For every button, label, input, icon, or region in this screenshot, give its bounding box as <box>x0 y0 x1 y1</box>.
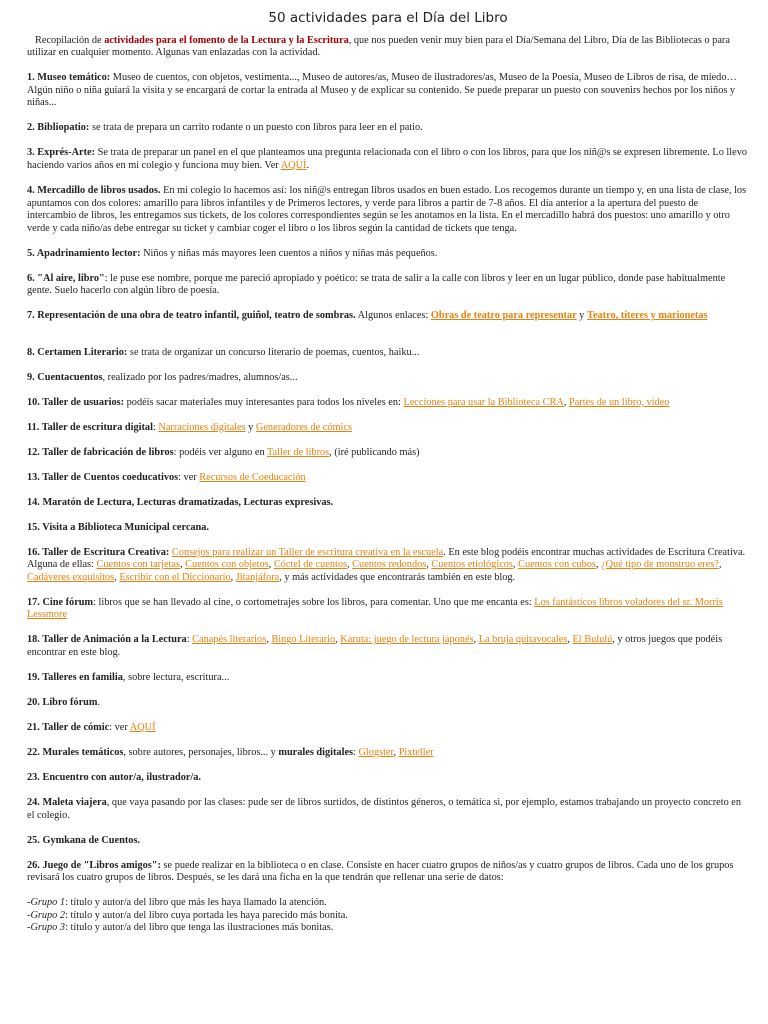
activity-text: : <box>152 421 159 433</box>
group-text: : título y autor/a del libro que tenga las ilustraciones más bonitas. <box>65 922 334 934</box>
activity-title: 8. Certamen Literario: <box>27 346 128 358</box>
activity-title: 11. Taller de escritura digital <box>27 421 153 433</box>
activity-text: , sobre autores, personajes, libros... y <box>123 746 279 758</box>
activity-title: 18. Taller de Animación a la Lectura <box>27 634 187 646</box>
separator: , <box>335 634 341 646</box>
activity-8 <box>27 347 749 360</box>
link-cuentos-cubos[interactable]: Cuentos con cubos <box>518 559 596 571</box>
intro-paragraph <box>27 35 749 60</box>
link-teatro-titeres[interactable]: Teatro, títeres y marionetas <box>587 310 708 322</box>
activity-18 <box>27 634 749 659</box>
activity-title: 25. Gymkana de Cuentos. <box>27 834 140 846</box>
activity-4 <box>27 185 749 235</box>
link-lecciones-biblioteca[interactable]: Lecciones para usar la Biblioteca CRA <box>403 396 564 408</box>
activity-title: 2. Bibliopatio: <box>27 122 90 134</box>
activity-24 <box>27 797 749 822</box>
group-label: Grupo 2 <box>30 909 66 921</box>
link-cuentos-redondos[interactable]: Cuentos redondos <box>352 559 427 571</box>
activity-title: 26. Juego de "Libros amigos": <box>27 859 161 871</box>
activity-text: : ver <box>109 722 130 733</box>
activity-12 <box>27 447 749 460</box>
activity-17 <box>27 597 749 622</box>
activity-2 <box>27 122 749 135</box>
activity-text: Se trata de preparar un panel en el que planteamos una pregunta relacionada con el libro o con los libros, para que los niñ@s se expresen libremente. Lo llevo haciendo varios años en mi colegio y funciona muy bien. Ver <box>27 147 748 171</box>
activity-title: 13. Taller de Cuentos coeducativos <box>27 471 179 483</box>
activity-text: se trata de organizar un concurso literario de poemas, cuentos, haiku... <box>127 346 420 358</box>
link-escribir-diccionario[interactable]: Escribir con el Diccionario <box>119 571 231 583</box>
activity-text: , sobre lectura, escritura... <box>122 672 230 684</box>
activity-title: 20. Libro fórum <box>27 697 98 709</box>
link-cuentos-objetos[interactable]: Cuentos con objetos <box>185 559 269 571</box>
link-aqui-comic[interactable]: AQUÍ <box>129 722 156 733</box>
activity-title: 10. Taller de usuarios: <box>27 396 125 408</box>
activity-9 <box>27 372 749 385</box>
activity-text: . En este blog podéis encontrar muchas actividades de Escritura Creativa. Alguna de ellas: <box>27 546 746 571</box>
link-taller-libros[interactable]: Taller de libros <box>266 446 330 458</box>
activity-text: Niños y niñas más mayores leen cuentos a niños y niñas más pequeños. <box>140 247 438 259</box>
activity-title: 5. Apadrinamiento lector: <box>27 247 141 259</box>
group-text: : título y autor/a del libro cuya portada les haya parecido más bonita. <box>65 909 348 921</box>
link-recursos-coeducacion[interactable]: Recursos de Coeducación <box>199 471 306 483</box>
group-list <box>27 897 749 935</box>
activity-22 <box>27 747 749 760</box>
intro-pre: Recopilación de <box>35 34 105 46</box>
activity-21 <box>27 722 749 735</box>
group-item-1: -Grupo 1: título y autor/a del libro que más les haya llamado la atención. <box>27 897 327 909</box>
activity-text: : podéis ver alguno en <box>173 446 267 458</box>
activity-title: 24. Maleta viajera <box>27 796 107 808</box>
link-consejos-taller[interactable]: Consejos para realizar un Taller de escritura creativa en la escuela <box>171 546 444 558</box>
link-glogster[interactable]: Glogster <box>358 746 394 758</box>
separator: , <box>512 559 519 571</box>
activity-7 <box>27 310 749 323</box>
activity-text: podéis sacar materiales muy interesantes para todos los niveles en: <box>124 396 404 408</box>
link-coctel-cuentos[interactable]: Cóctel de cuentos <box>273 559 348 571</box>
activity-subtitle: murales digitales <box>278 746 354 758</box>
activity-text: y <box>576 310 588 322</box>
document-page <box>27 12 749 935</box>
activity-11 <box>27 422 749 435</box>
activity-title: 3. Exprés-Arte: <box>27 147 96 159</box>
activity-text: : le puse ese nombre, porque me pareció apropiado y poético: se trata de salir a la calle con libros y leer en un lugar público, donde pase habitualmente gente. Suelo hacerlo con algún libro de poesía. <box>27 272 726 297</box>
activity-title: 22. Murales temáticos <box>27 746 124 758</box>
activity-6 <box>27 273 749 298</box>
activity-text: y <box>245 421 256 433</box>
activity-text: . <box>306 159 310 171</box>
activity-13 <box>27 472 749 485</box>
activity-text: , y más actividades que encontrarás también en este blog. <box>279 571 516 583</box>
activity-text: En mi colegio lo hacemos así: los niñ@s entregan libros usados en buen estado. Los recogemos durante un tiempo y, en una lista de clase, los apuntamos con dos colores: amarillo para libros infantiles y de Primeros lectores, y verde para libros a partir de 7-8 años. El día anterior a la apertura del puesto de intercambio de libros, les entregamos sus tickets, de los colores correspondientes según se les anotamos en la lista. En el mercadillo habrá dos puestos: uno amarillo y otro verde y cada niño/as debe entregar su ticket y cambiar coger el libro o los libros según la cantidad de tickets que tenga. <box>27 184 747 234</box>
group-item-3: -Grupo 3: título y autor/a del libro que tenga las ilustraciones más bonitas. <box>27 922 334 934</box>
separator: , <box>347 559 353 571</box>
separator: , <box>268 559 274 571</box>
activity-text: , (iré publicando más) <box>329 446 420 458</box>
activity-title: 9. Cuentacuentos <box>27 371 103 383</box>
activity-title: 6. "Al aire, libro" <box>27 272 105 284</box>
link-bingo-literario[interactable]: Bingo Literario <box>271 634 336 646</box>
link-libros-voladores[interactable]: Los fantásticos libros voladores del sr. Morris Lessmore <box>27 596 723 621</box>
activity-title: 4. Mercadillo de libros usados. <box>27 184 161 196</box>
activity-title: 7. Representación de una obra de teatro infantil, guiñol, teatro de sombras. <box>27 310 356 322</box>
group-label: Grupo 3 <box>30 922 66 934</box>
activity-title: 17. Cine fórum <box>27 596 94 608</box>
group-item-2: -Grupo 2: título y autor/a del libro cuya portada les haya parecido más bonita. <box>27 909 348 921</box>
activity-23 <box>27 772 749 785</box>
activity-25 <box>27 835 749 848</box>
separator: , <box>718 559 722 571</box>
activity-16 <box>27 547 749 585</box>
activity-text: Museo de cuentos, con objetos, vestimenta..., Museo de autores/as, Museo de ilustradores/as, Museo de la Poesía, Museo de Libros de risa, de miedo…Algún niño o niña guiará la visita y se encargará de cortar la entrada al Museo y de explicar su contenido. Se puede preparar un puesto con souvenirs hechos por los niños y niñas... <box>27 72 737 109</box>
link-pixteller[interactable]: Pixteller <box>398 746 434 758</box>
link-obras-teatro[interactable]: Obras de teatro para representar <box>430 310 577 322</box>
separator: , <box>393 746 399 758</box>
activity-14 <box>27 497 749 510</box>
page-title: 50 actividades para el Día del Libro <box>268 10 508 26</box>
separator: , <box>595 559 602 571</box>
activity-text: : libros que se han llevado al cine, o cortometrajes sobre los libros, para comentar. Uno que me encanta es: <box>93 596 535 608</box>
link-aqui[interactable]: AQUÍ <box>280 159 307 171</box>
separator: , <box>473 634 479 646</box>
link-bruja-quitavocales[interactable]: La bruja quitavocales <box>478 634 568 646</box>
activity-title: 23. Encuentro con autor/a, ilustrador/a. <box>27 771 202 783</box>
activity-text: se puede realizar en la biblioteca o en clase. Consiste en hacer cuatro grupos de niños/as y cuatro grupos de libros. Cada uno de los grupos revisará los cuatro grupos de libros. Después, se les dará una ficha en la que tendrán que rellenar una serie de datos: <box>27 859 734 884</box>
activity-text: : <box>353 746 359 758</box>
link-partes-libro[interactable]: Partes de un libro, video <box>569 396 670 408</box>
group-text: : título y autor/a del libro que más les haya llamado la atención. <box>65 897 327 909</box>
activity-text: . <box>97 697 101 709</box>
activity-text: , realizado por los padres/madres, alumnos/as... <box>102 371 298 383</box>
separator: , <box>266 634 272 646</box>
separator: , <box>114 571 120 583</box>
activity-title: 15. Visita a Biblioteca Municipal cercana. <box>27 521 210 533</box>
activity-19 <box>27 672 749 685</box>
activity-title: 21. Taller de cómic <box>27 722 110 733</box>
activity-20 <box>27 697 749 710</box>
activity-title: 1. Museo temático: <box>27 72 111 84</box>
link-cadaveres-exquisitos[interactable]: Cadáveres exquisitos <box>27 571 115 583</box>
link-canapes-literarios[interactable]: Canapés literarios <box>192 634 267 646</box>
activity-5 <box>27 248 749 261</box>
activity-text: se trata de prepara un carrito rodante o un puesto con libros para leer en el patio. <box>89 122 423 134</box>
link-el-bululu[interactable]: El Bululú <box>572 634 613 646</box>
activity-title: 19. Talleres en familia <box>27 672 123 684</box>
activity-1 <box>27 72 749 110</box>
link-karuta[interactable]: Karuta: juego de lectura japonés <box>340 634 474 646</box>
activity-15 <box>27 522 749 535</box>
activity-title: 16. Taller de Escritura Creativa: <box>27 546 170 558</box>
separator: , <box>567 634 573 646</box>
group-label: Grupo 1 <box>30 897 66 909</box>
activity-text: : ver <box>178 471 200 483</box>
activity-text: : <box>186 634 193 646</box>
activity-text: , <box>563 396 569 408</box>
activity-10 <box>27 397 749 410</box>
link-narraciones-digitales[interactable]: Narraciones digitales <box>158 421 246 433</box>
separator: , <box>179 559 186 571</box>
separator: , <box>426 559 432 571</box>
activity-text: , y otros juegos que podéis encontrar en este blog. <box>27 634 723 659</box>
intro-post: , que nos pueden venir muy bien para el Día/Semana del Libro, Día de las Bibliotecas o para utilizar en cualquier momento. Algunas van enlazadas con la actividad. <box>27 34 730 59</box>
activity-3 <box>27 147 749 172</box>
link-cuentos-tarjetas[interactable]: Cuentos con tarjetas <box>96 559 180 571</box>
link-tipo-monstruo[interactable]: ¿Qué tipo de monstruo eres? <box>601 559 719 571</box>
link-jitanjafora[interactable]: Jitanjáfora <box>235 571 280 583</box>
link-generadores-comics[interactable]: Generadores de cómics <box>255 421 352 433</box>
separator: , <box>230 571 236 583</box>
link-cuentos-etiologicos[interactable]: Cuentos etiológicos <box>431 559 513 571</box>
activity-title: 12. Taller de fabricación de libros <box>27 446 174 458</box>
activity-26 <box>27 860 749 885</box>
activity-text: , que vaya pasando por las clases: pude ser de libros surtidos, de distintos géneros, o temática si, por ejemplo, estamos trabajando un proyecto concreto en el colegio. <box>27 796 742 821</box>
intro-highlight: actividades para el fomento de la Lectura y la Escritura <box>104 34 349 46</box>
activity-text: Algunos enlaces: <box>355 310 431 322</box>
activity-title: 14. Maratón de Lectura, Lecturas dramatizadas, Lecturas expresivas. <box>27 496 334 508</box>
